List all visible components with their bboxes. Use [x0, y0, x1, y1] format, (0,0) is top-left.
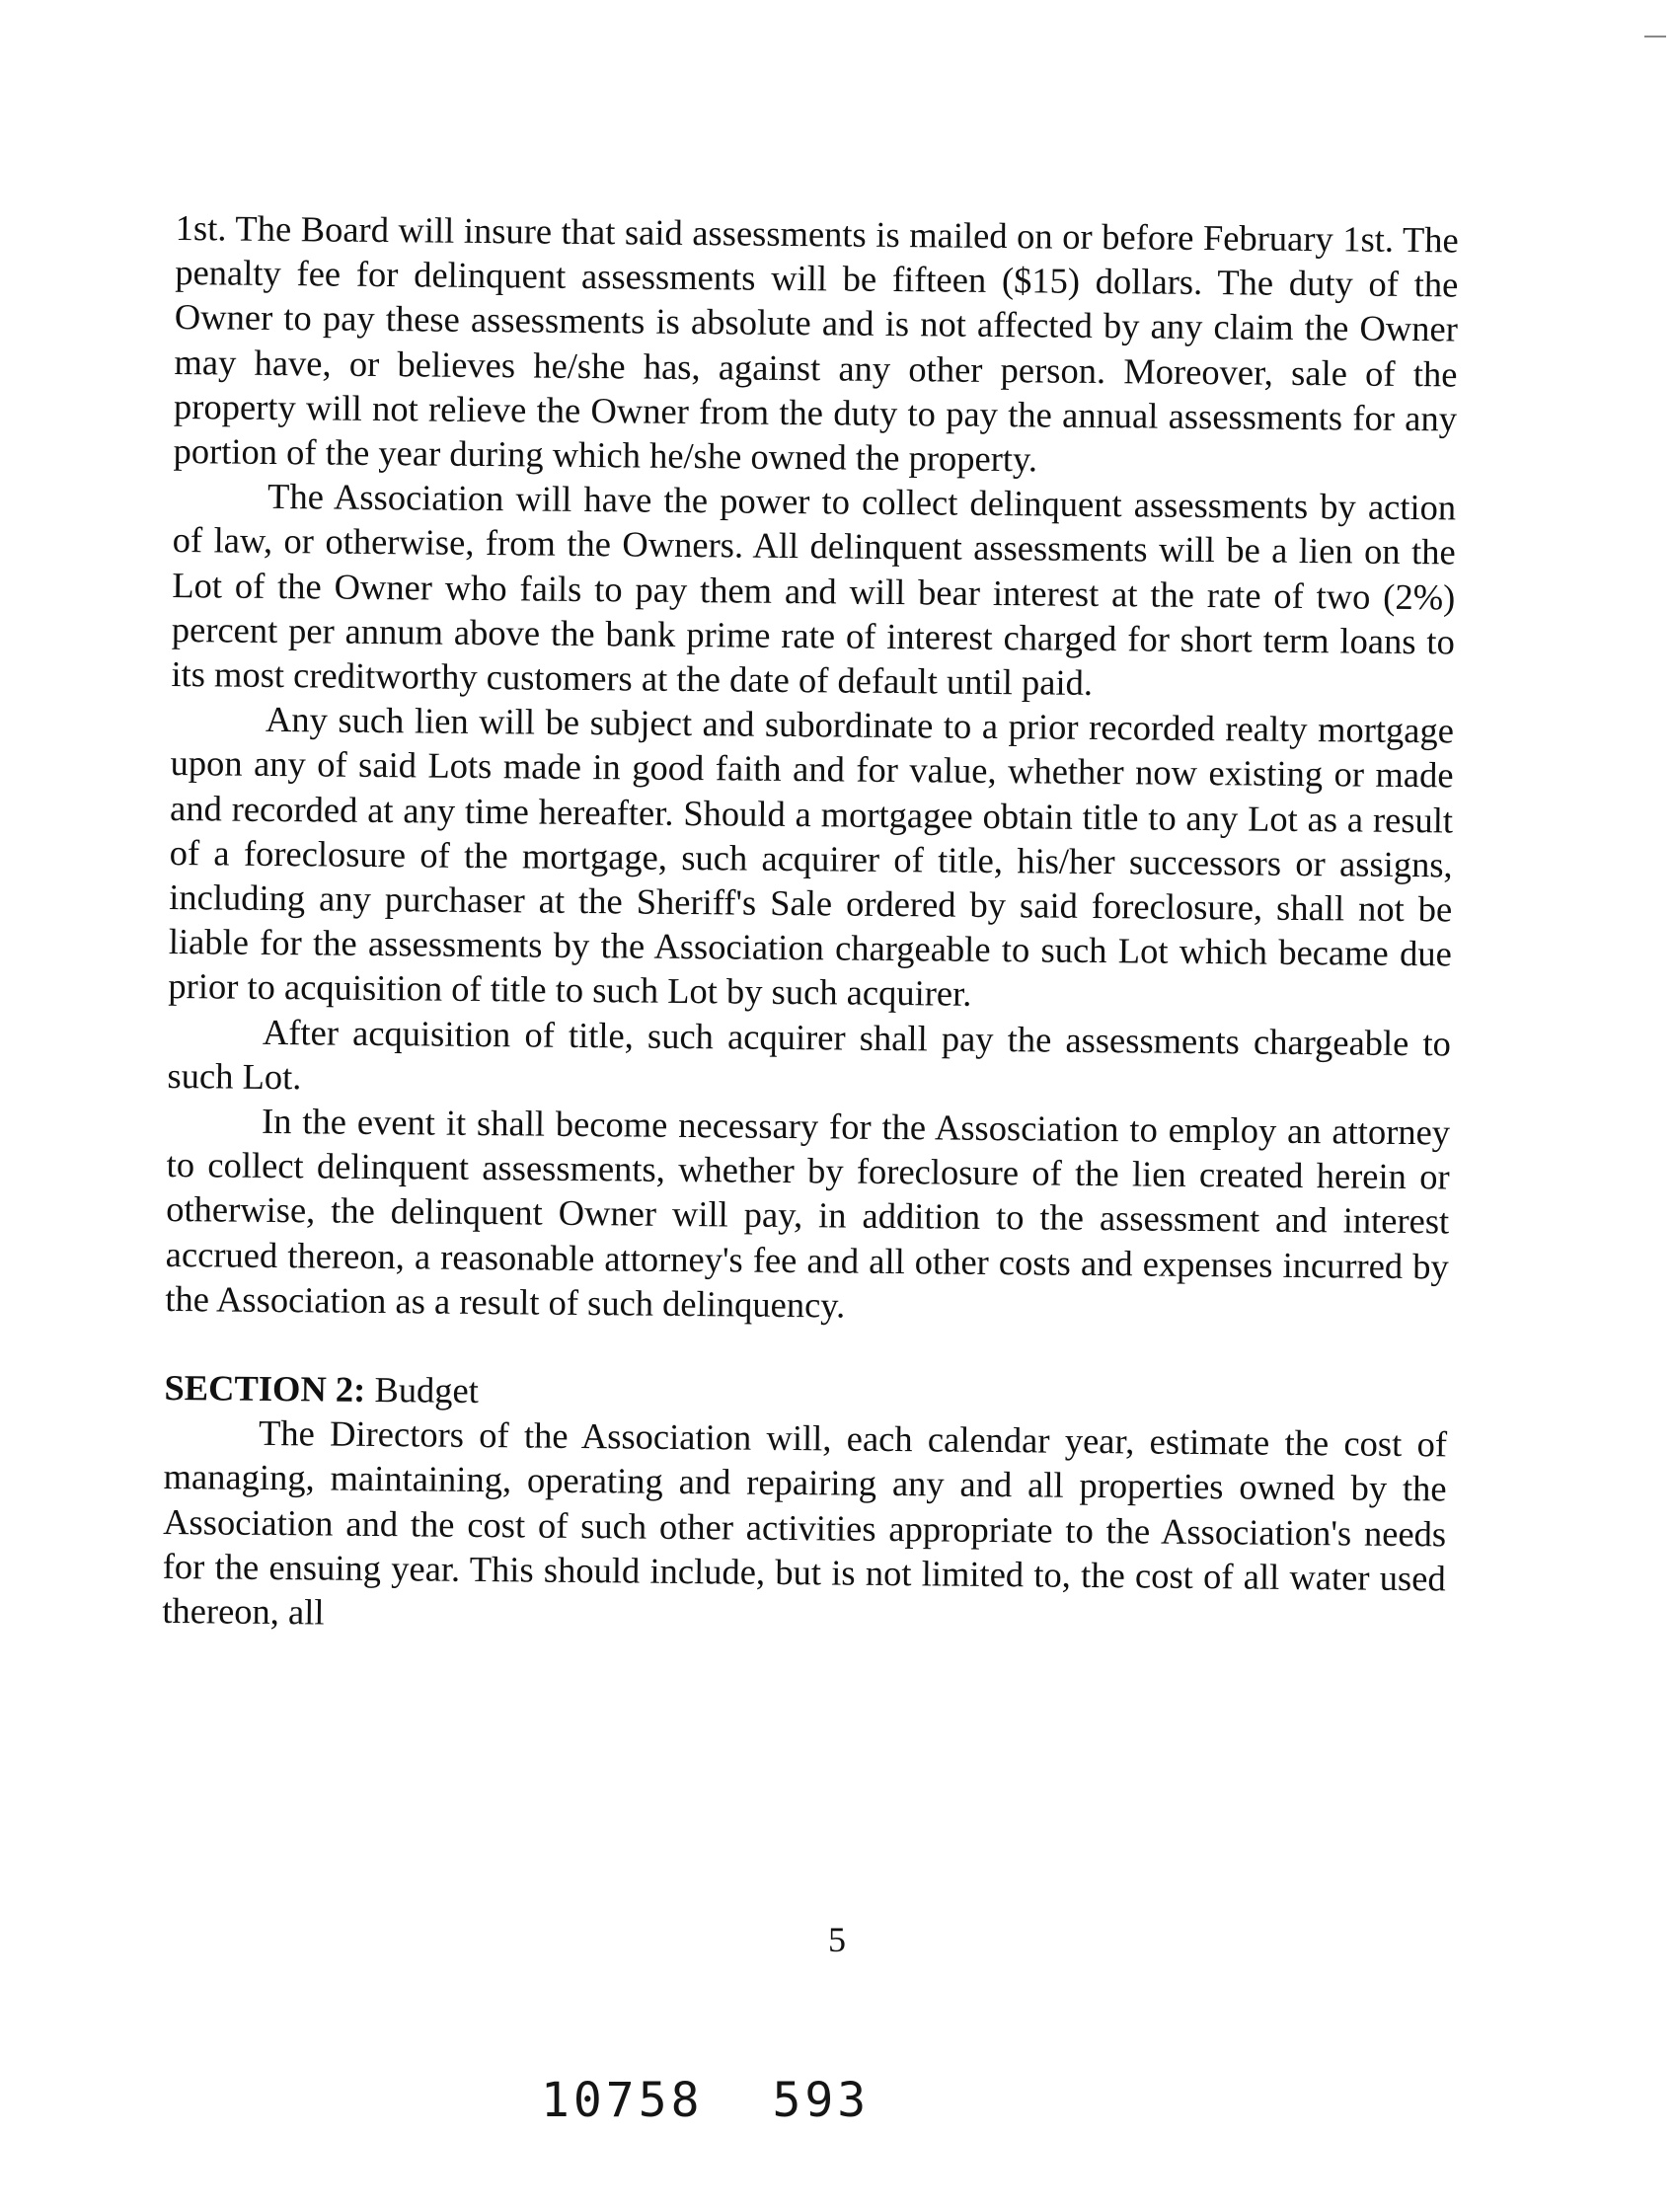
paragraph-attorney-fees: In the event it shall become necessary for the Assosciation to employ an attorney to collect delinquent assessments, whether by foreclosure of the lien created herein or otherwise, the delinquent Owner will pay, in addition to the assessment and interest accrued thereon, a reasonable attorney's fee and all other costs and expenses incurred by the Association as a result of such delinquency.: [165, 1100, 1451, 1326]
page-number: 5: [828, 1920, 846, 1959]
paragraph-budget: The Directors of the Association will, each calendar year, estimate the cost of managing, maintaining, operating and repairing any and all properties owned by the Association and the cost of such other activities appropriate to the Association's needs for the ensuing year. This should include, but is not limited to, the cost of all water used thereon, all: [162, 1412, 1448, 1633]
recording-stamp: [541, 2073, 870, 2128]
paragraph-lien-subordination: Any such lien will be subject and subordinate to a prior recorded realty mortgage upon any of said Lots made in good faith and for value, whether now existing or made and recorded at any time hereafter. Should a mortgagee obtain title to any Lot as a result of a foreclosure of the mortgage, such acquirer of title, his/her successors or assigns, including any purchaser at the Sheriff's Sale ordered by said foreclosure, shall not be liable for the assessments by the Association chargeable to such Lot which became due prior to acquisition of title to such Lot by such acquirer.: [168, 699, 1455, 1015]
paragraph-acquirer-payment: After acquisition of title, such acquirer shall pay the assessments chargeable to such Lot.: [167, 1011, 1452, 1098]
recording-book-number: 10758: [541, 2073, 704, 2128]
section-label: SECTION 2:: [164, 1367, 366, 1410]
recording-page-number: 593: [772, 2073, 871, 2128]
section-title: Budget: [374, 1369, 480, 1411]
scan-edge-mark: [1644, 36, 1666, 38]
document-body: [162, 205, 1459, 1645]
paragraph-assessment-due: 1st. The Board will insure that said assessments is mailed on or before February 1st. The penalty fee for delinquent assessments will be fifteen ($15) dollars. The duty of the Owner to pay these assessments is absolute and is not affected by any claim the Owner may have, or believes he/she has, against any other person. Moreover, sale of the property will not relieve the Owner from the duty to pay the annual assessments for any portion of the year during which he/she owned the property.: [173, 206, 1459, 480]
paragraph-collection-power: The Association will have the power to collect delinquent assessments by action of law, or otherwise, from the Owners. All delinquent assessments will be a lien on the Lot of the Owner who fails to pay them and will bear interest at the rate of two (2%) percent per annum above the bank prime rate of interest charged for short term loans to its most creditworthy customers at the date of default until paid.: [171, 476, 1457, 703]
